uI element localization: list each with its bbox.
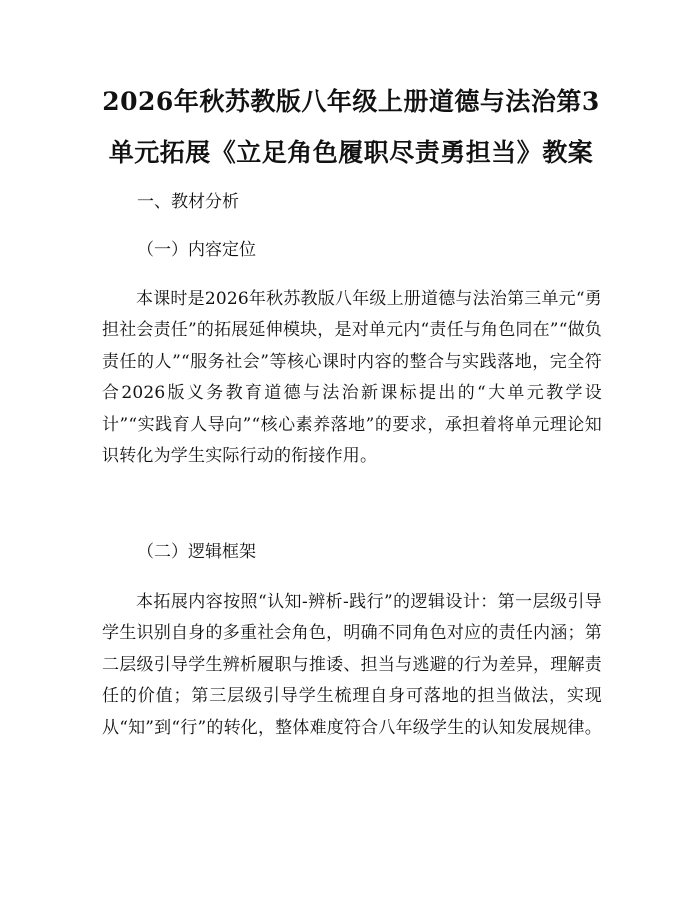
subsection-heading-logic-framework: （二）逻辑框架 <box>137 542 256 562</box>
document-title: 2026年秋苏教版八年级上册道德与法治第3单元拓展《立足角色履职尽责勇担当》教案 <box>102 87 600 167</box>
subsection-heading-content-positioning: （一）内容定位 <box>137 240 256 260</box>
paragraph-content-positioning: 本课时是2026年秋苏教版八年级上册道德与法治第三单元“勇担社会责任”的拓展延伸模块，是对单元内“责任与角色同在”“做负责任的人”“服务社会”等核心课时内容的整合与实践落地，完全符合2026版义务教育道德与法治新课标提出的“大单元教学设计”“实践育人导向”“核心素养落地”的要求，承担着将单元理论知识转化为学生实际行动的衔接作用。 <box>102 289 602 467</box>
paragraph-logic-framework: 本拓展内容按照“认知-辨析-践行”的逻辑设计：第一层级引导学生识别自身的多重社会角色，明确不同角色对应的责任内涵；第二层级引导学生辨析履职与推诿、担当与逃避的行为差异，理解责任的价值；第三层级引导学生梳理自身可落地的担当做法，实现从“知”到“行”的转化，整体难度符合八年级学生的认知发展规律。 <box>102 592 602 738</box>
section-heading-textbook-analysis: 一、教材分析 <box>137 192 239 212</box>
